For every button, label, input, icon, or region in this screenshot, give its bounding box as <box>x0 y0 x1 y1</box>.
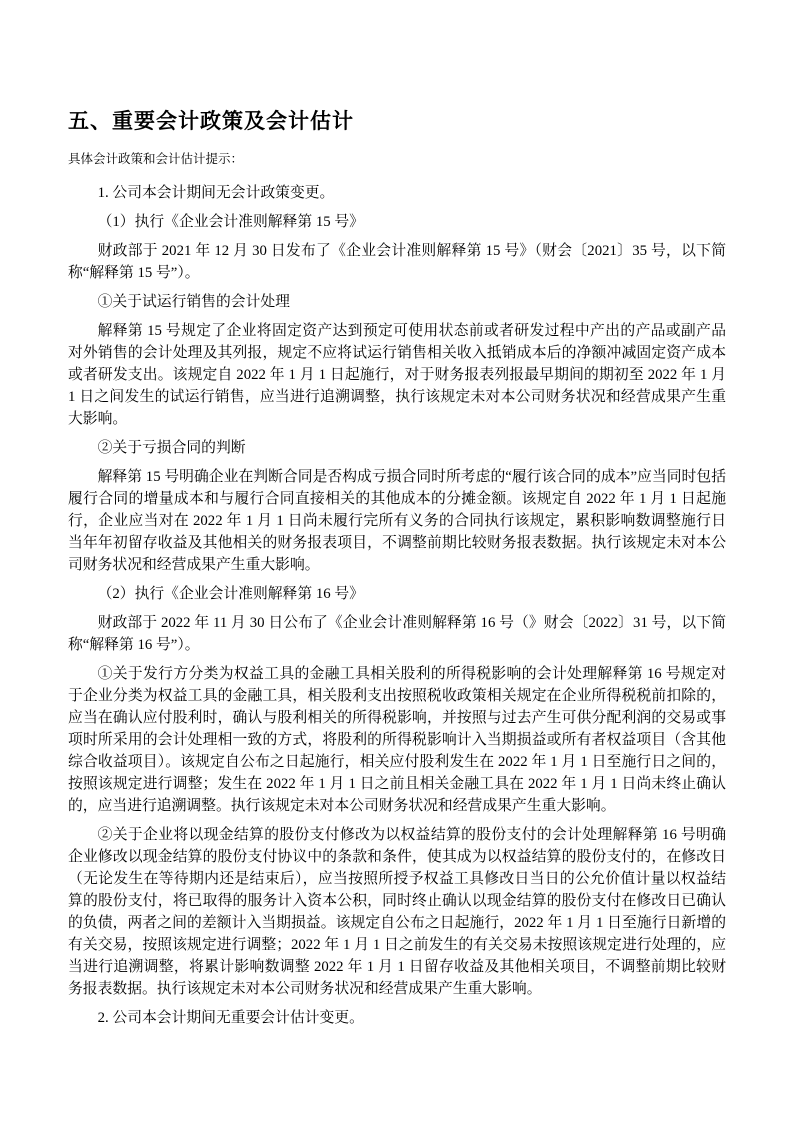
para-loss-contract-heading: ②关于亏损合同的判断 <box>97 440 246 456</box>
para-rule15-heading: （1）执行《企业会计准则解释第 15 号》 <box>97 214 364 230</box>
para-no-estimate-change: 2. 公司本会计期间无重要会计估计变更。 <box>97 1010 364 1026</box>
section-heading: 五、重要会计政策及会计估计 <box>68 109 354 133</box>
para-rule16-heading: （2）执行《企业会计准则解释第 16 号》 <box>97 586 364 602</box>
policy-note: 具体会计政策和会计估计提示： <box>68 152 244 166</box>
para-dividend-tax-body: ①关于发行方分类为权益工具的金融工具相关股利的所得税影响的会计处理解释第 16 号规定对于企业分类为权益工具的金融工具，相关股利支出按照税收政策相关规定在企业所得税税前扣除的，应当在确认应付股利时，确认与股利相关的所得税影响，并按照与过去产生可供分配利润的交易或事项时所采用的会计处理相一致的方式，将股利的所得税影响计入当期损益或所有者权益项目（含其他综合收益项目）。该规定自公布之日起施行，相关应付股利发生在 2022 年 1 月 1 日至施行日之间的，按照该规定进行调整；发生在 2022 年 1 月 1 日之前且相关金融工具在 2022 年 1 月 1 日尚未终止确认的，应当进行追溯调整。执行该规定未对本公司财务状况和经营成果产生重大影响。 <box>68 666 726 814</box>
para-share-payment-body: ②关于企业将以现金结算的股份支付修改为以权益结算的股份支付的会计处理解释第 16 号明确企业修改以现金结算的股份支付协议中的条款和条件，使其成为以权益结算的股份支付的，在修改日（无论发生在等待期内还是结束后），应当按照所授予权益工具修改日当日的公允价值计量以权益结算的股份支付，将已取得的服务计入资本公积，同时终止确认以现金结算的股份支付在修改日已确认的负债，两者之间的差额计入当期损益。该规定自公布之日起施行，2022 年 1 月 1 日至施行日新增的有关交易，按照该规定进行调整；2022 年 1 月 1 日之前发生的有关交易未按照该规定进行处理的，应当进行追溯调整，将累计影响数调整 2022 年 1 月 1 日留存收益及其他相关项目，不调整前期比较财务报表数据。执行该规定未对本公司财务状况和经营成果产生重大影响。 <box>68 827 726 997</box>
para-trial-sales-body: 解释第 15 号规定了企业将固定资产达到预定可使用状态前或者研发过程中产出的产品或副产品对外销售的会计处理及其列报，规定不应将试运行销售相关收入抵销成本后的净额冲减固定资产成本或者研发支出。该规定自 2022 年 1 月 1 日起施行，对于财务报表列报最早期间的期初至 2022 年 1 月 1 日之间发生的试运行销售，应当进行追溯调整，执行该规定未对本公司财务状况和经营成果产生重大影响。 <box>68 323 726 427</box>
para-loss-contract-body: 解释第 15 号明确企业在判断合同是否构成亏损合同时所考虑的“履行该合同的成本”应当同时包括履行合同的增量成本和与履行合同直接相关的其他成本的分摊金额。该规定自 2022 年 1 月 1 日起施行，企业应当对在 2022 年 1 月 1 日尚未履行完所有义务的合同执行该规定，累积影响数调整施行日当年年初留存收益及其他相关的财务报表项目，不调整前期比较财务报表数据。执行该规定未对本公司财务状况和经营成果产生重大影响。 <box>68 469 726 573</box>
para-no-policy-change: 1. 公司本会计期间无会计政策变更。 <box>97 185 335 201</box>
para-rule16-issue: 财政部于 2022 年 11 月 30 日公布了《企业会计准则解释第 16 号（》财会〔2022〕31 号，以下简称“解释第 16 号”）。 <box>68 615 726 653</box>
para-trial-sales-heading: ①关于试运行销售的会计处理 <box>97 294 290 310</box>
document-body <box>68 182 726 1029</box>
para-rule15-issue: 财政部于 2021 年 12 月 30 日发布了《企业会计准则解释第 15 号》（财会〔2021〕35 号，以下简称“解释第 15 号”）。 <box>68 243 726 281</box>
